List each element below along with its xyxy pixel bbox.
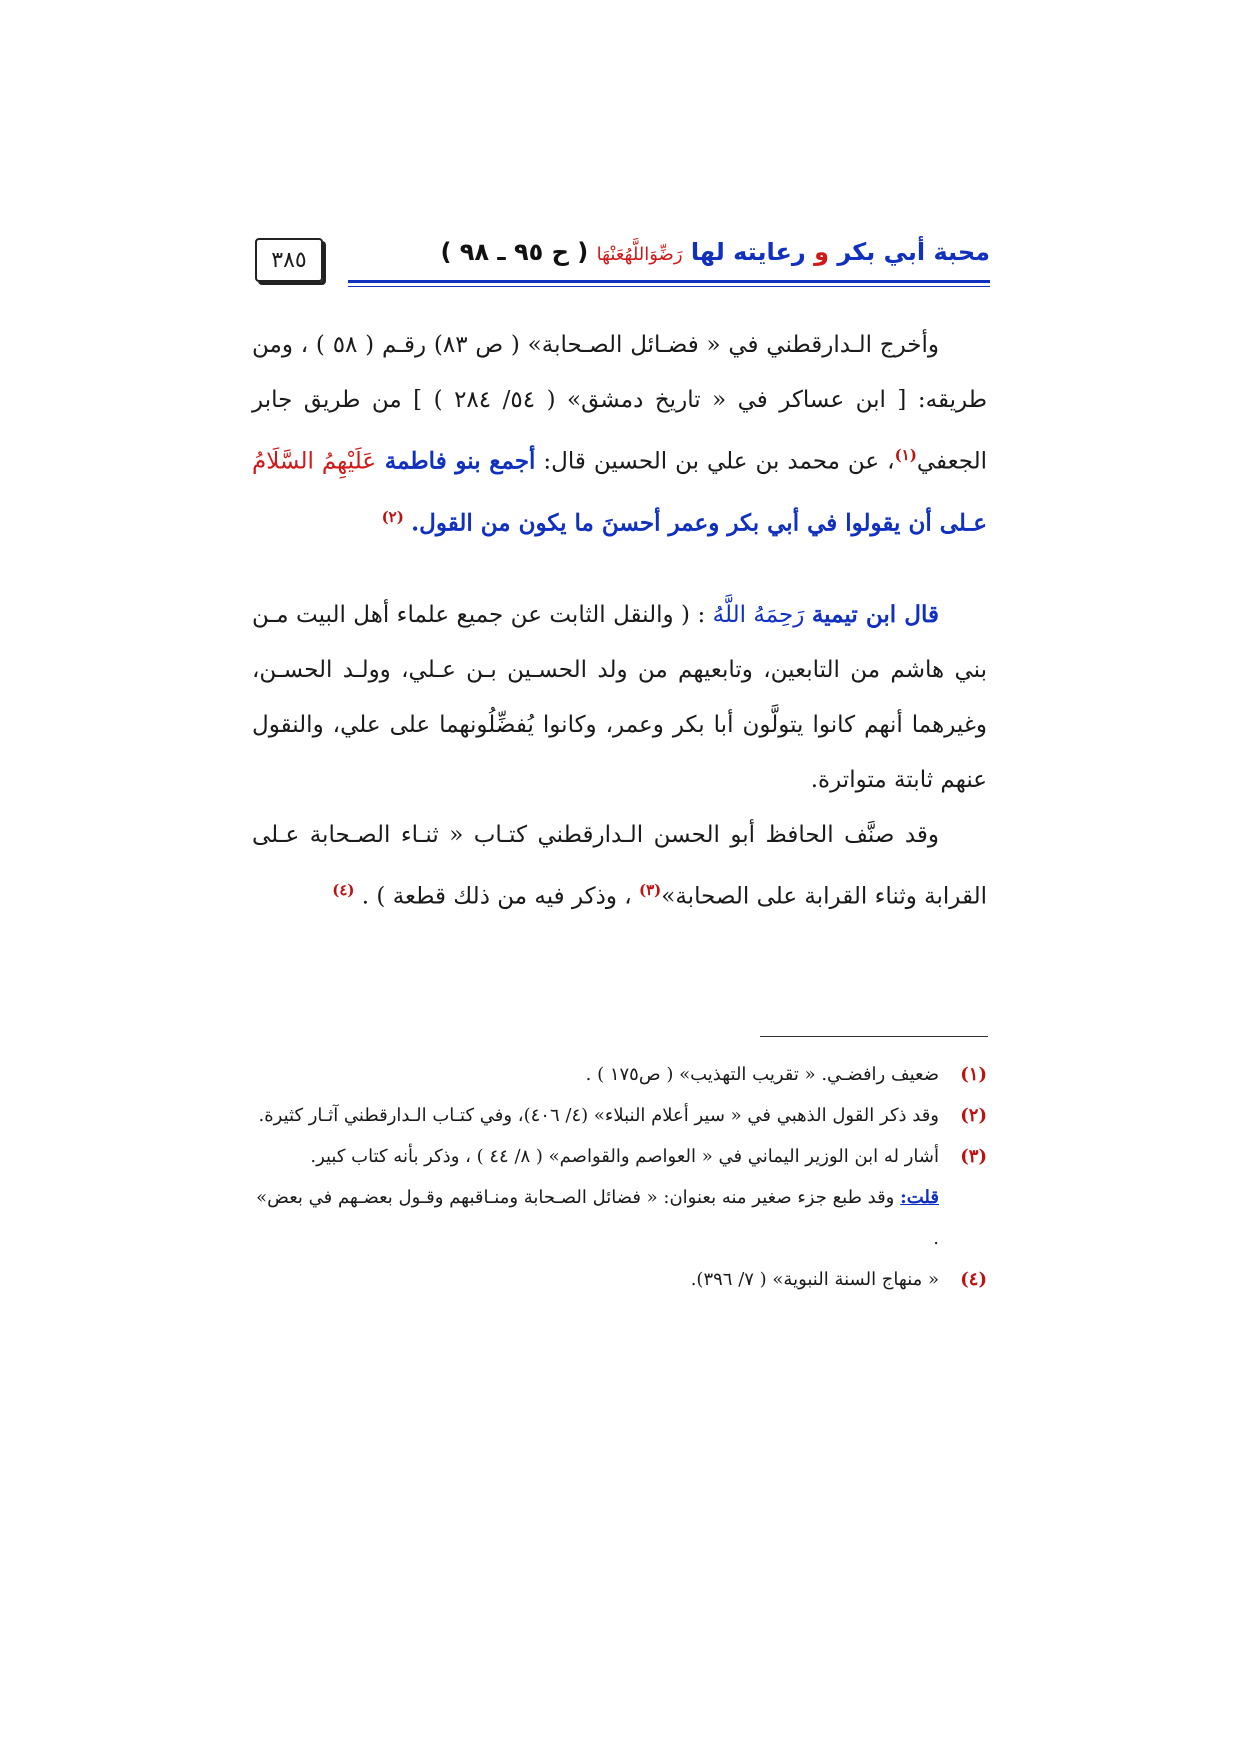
- footnote-text: أشار له ابن الوزير اليماني في « العواصم والقواصم» ( ٨/ ٤٤ ) ، وذكر بأنه كتاب كبير.: [310, 1146, 939, 1167]
- footnote-3-note: [252, 1177, 987, 1259]
- footnote-3: [252, 1136, 987, 1177]
- p1-text-b: ، عن محمد بن علي بن الحسين قال:: [535, 448, 895, 475]
- p3-text-a: وقد صنَّف الحافظ أبو الحسن الـدارقطني كتـاب « ثنـاء الصـحابة عـلى القرابة وثناء القرابة على الصحابة»: [252, 822, 987, 910]
- footnote-number: (٤): [960, 1269, 987, 1290]
- p3-text-b: ، وذكر فيه من ذلك قطعة ) .: [361, 883, 639, 910]
- title-part2: رعايته لها: [690, 238, 806, 266]
- footnotes: [252, 1054, 987, 1300]
- paragraph-1: [252, 318, 987, 551]
- footnote-text: وقد ذكر القول الذهبي في « سير أعلام النبلاء» (٤/ ٤٠٦)، وفي كتـاب الـدارقطني آثـار كثيرة.: [258, 1105, 939, 1126]
- title-part1: محبة أبي بكر: [837, 238, 990, 266]
- footnote-4: [252, 1259, 987, 1300]
- paragraph-2: [252, 587, 987, 808]
- footnote-number: (٣): [960, 1146, 987, 1167]
- footnote-ref-4: (٤): [332, 881, 355, 900]
- note-label: قلت:: [900, 1187, 939, 1208]
- footnote-text: « منهاج السنة النبوية» ( ٧/ ٣٩٦).: [690, 1269, 939, 1290]
- footnote-1: [252, 1054, 987, 1095]
- page-number-box: [255, 238, 323, 282]
- p1-text-a: وأخرج الـدارقطني في « فضـائل الصـحابة» ( ص ٨٣) رقـم ( ٥٨ ) ، ومن طريقه: [ ابن عساكر في « تاريخ دمشق» ( ٥٤/ ٢٨٤ ) ] من طريق جابر الجعفي: [252, 332, 987, 475]
- honorific-peace: عَلَيْهِمُ السَّلَامُ: [252, 448, 377, 475]
- footnote-number: (١): [960, 1064, 987, 1085]
- speaker-name: قال ابن تيمية: [811, 601, 939, 629]
- title-hadith-range: ( ح ٩٥ ـ ٩٨ ): [440, 238, 589, 266]
- header-rule: [348, 280, 990, 283]
- footnote-ref-1: (١): [894, 446, 917, 464]
- footnote-number: (٢): [960, 1105, 987, 1126]
- footnote-separator: [760, 1036, 988, 1037]
- paragraph-gap: [252, 551, 987, 587]
- page-header: [255, 232, 990, 292]
- footnote-ref-3: (٣): [639, 881, 662, 900]
- footnote-text: ضعيف رافضـي. « تقريب التهذيب» ( ص١٧٥ ) .: [585, 1064, 939, 1085]
- p2-text: : ( والنقل الثابت عن جميع علماء أهل البيت مـن بني هاشم من التابعين، وتابعيهم من ولد الحسـين بـن عـلي، وولـد الحسـن، وغيرهما أنهم كانوا يتولَّون أبا بكر وعمر، وكانوا يُفضِّلُونهما على علي، والنقول عنهم ثابتة متواترة.: [252, 602, 987, 794]
- title-conjunction: و: [814, 238, 829, 266]
- page-number: ٣٨٥: [271, 247, 307, 273]
- quote-end: عـلى أن يقولوا في أبي بكر وعمر أحسنَ ما يكون من القول.: [411, 509, 987, 537]
- running-title: [440, 238, 990, 266]
- honorific-mercy: رَحِمَهُ اللَّهُ: [712, 602, 805, 629]
- header-rule-thin: [348, 286, 990, 287]
- paragraph-3: [252, 808, 987, 925]
- quote-start: أجمع بنو فاطمة: [376, 447, 536, 475]
- main-text: [252, 318, 987, 925]
- title-honorific: رَضِّوَاللَّهُعَنْهَا: [596, 244, 683, 265]
- note-text: وقد طبع جزء صغير منه بعنوان: « فضائل الصـحابة ومنـاقبهم وقـول بعضـهم في بعض» .: [256, 1187, 939, 1249]
- footnote-ref-2: (٢): [381, 507, 404, 526]
- footnote-2: [252, 1095, 987, 1136]
